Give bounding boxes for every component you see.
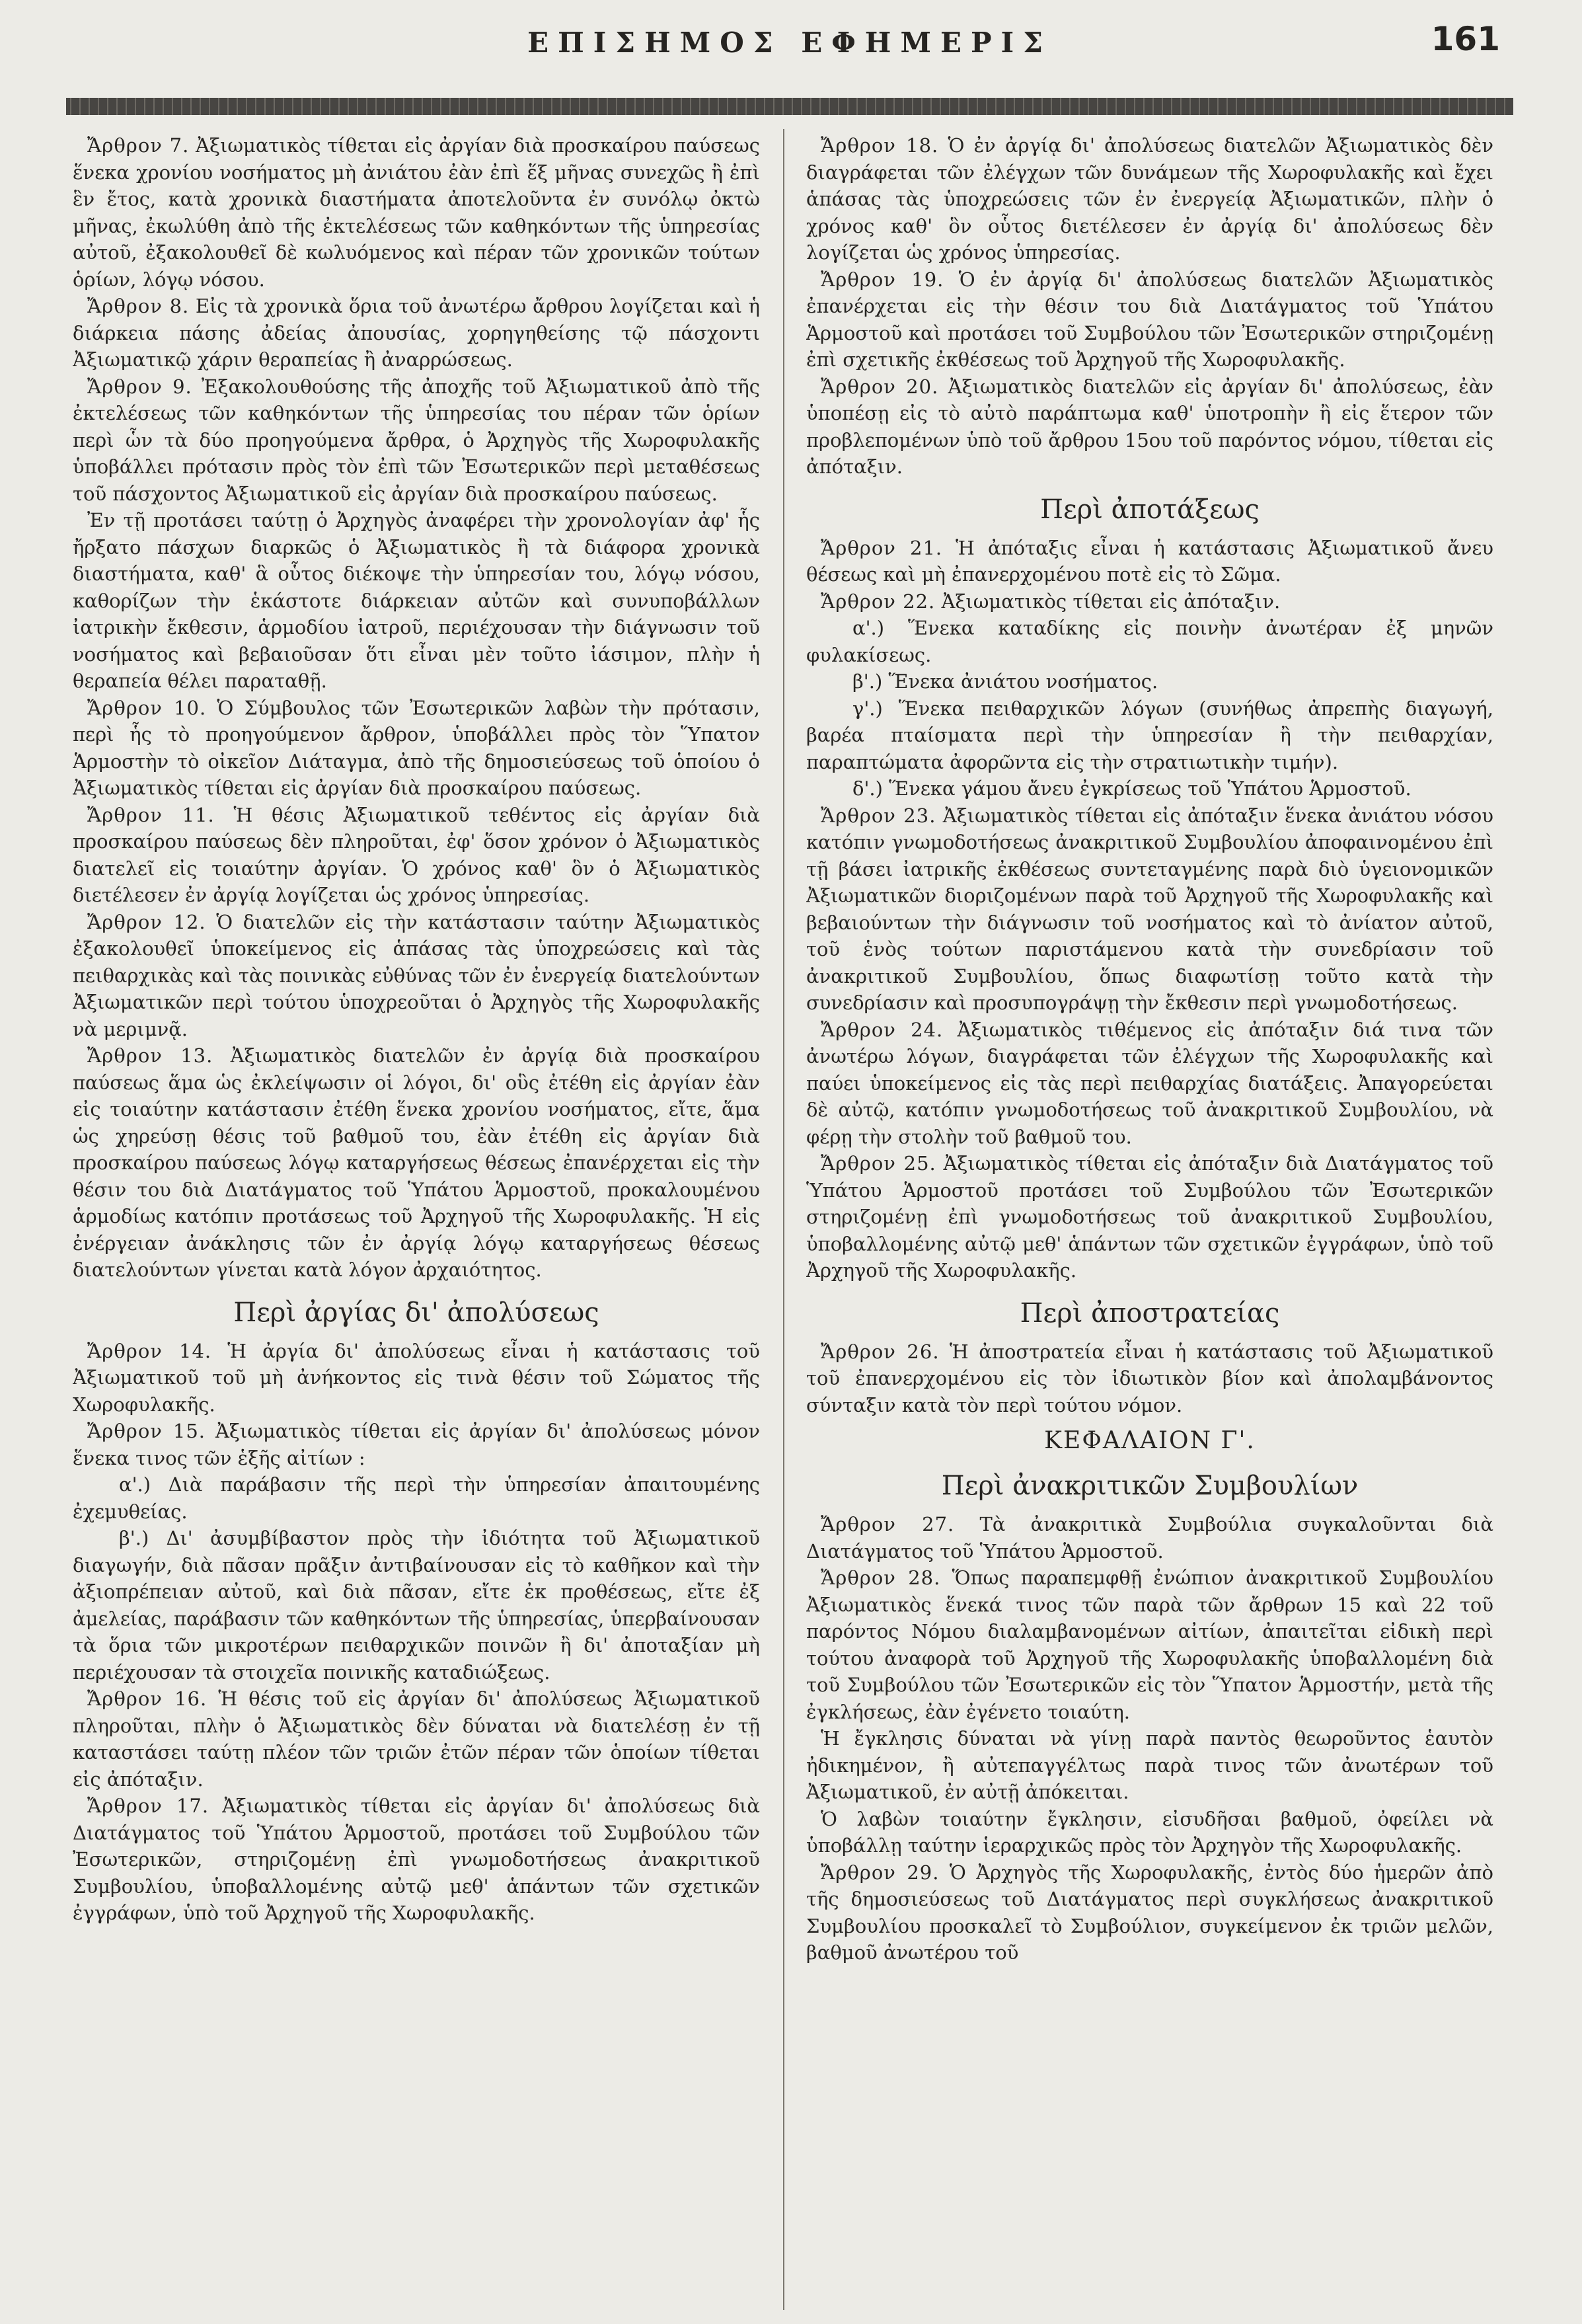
article-text: Ὁ Ἀρχηγὸς τῆς Χωροφυλακῆς, ἐντὸς δύο ἡμερῶν ἀπὸ τῆς δημοσιεύσεως τοῦ Διατάγματος περὶ συγκλήσεως ἀνακριτικοῦ Συμβουλίου προσκαλεῖ τὸ Συμβούλιον, συγκείμενον ἐκ τριῶν μελῶν, βαθμοῦ ἀνωτέρου τοῦ	[806, 1861, 1493, 1964]
article-text: Ἀξιωματικὸς τιθέμενος εἰς ἀπόταξιν διά τινα τῶν ἀνωτέρω λόγων, διαγράφεται τῶν ἐλέγχων τῆς Χωροφυλακῆς καὶ παύει ὑποκείμενος εἰς τὰς περὶ πειθαρχίας διατάξεις. Ἀπαγορεύεται δὲ αὐτῷ, κατόπιν γνωμοδοτήσεως τοῦ ἀνακριτικοῦ Συμβουλίου, νὰ φέρῃ τὴν στολὴν τοῦ βαθμοῦ του.	[806, 1018, 1493, 1148]
article-paragraph	[73, 1793, 760, 1927]
article-text: Ὁ διατελῶν εἰς τὴν κατάστασιν ταύτην Ἀξιωματικὸς ἐξακολουθεῖ ὑποκείμενος εἰς ἁπάσας τὰς ὑποχρεώσεις καὶ τὰς πειθαρχικὰς καὶ τὰς ποινικὰς εὐθύνας τῶν ἐν ἐνεργείᾳ διατελούντων Ἀξιωματικῶν περὶ τούτου ὑποχρεοῦται ὁ Ἀρχηγὸς τῆς Χωροφυλακῆς νὰ μεριμνᾷ.	[73, 910, 760, 1040]
article-paragraph	[73, 507, 760, 695]
article-number: Ἄρθρον 27.	[821, 1513, 955, 1535]
article-paragraph	[73, 1418, 760, 1471]
article-paragraph	[806, 1511, 1493, 1565]
article-text: Ἀξιωματικὸς διατελῶν ἐν ἀργίᾳ διὰ προσκαίρου παύσεως ἅμα ὡς ἐκλείψωσιν οἱ λόγοι, δι' οὓς ἐτέθη εἰς ἀργίαν ἐὰν εἰς τοιαύτην κατάστασιν ἐτέθη ἕνεκα χρονίου νοσήματος, εἴτε, ἅμα ὡς χηρεύσῃ θέσις τοῦ βαθμοῦ του, ἐὰν ἐτέθη εἰς ἀργίαν διὰ προσκαίρου παύσεως λόγῳ καταργήσεως θέσεως ἐπανέρχεται εἰς τὴν θέσιν του διὰ Διατάγματος τοῦ Ὑπάτου Ἁρμοστοῦ, προκαλουμένου ἁρμοδίως κατόπιν προτάσεως τοῦ Ἀρχηγοῦ τῆς Χωροφυλακῆς. Ἡ εἰς ἐνέργειαν ἀνάκλησις τῶν ἐν ἀργίᾳ λόγῳ καταργήσεως θέσεως διατελούντων γίνεται κατὰ λόγον ἀρχαιότητος.	[73, 1044, 760, 1281]
article-paragraph	[73, 909, 760, 1043]
right-column	[806, 132, 1493, 2307]
article-text: Ἀξιωματικὸς τίθεται εἰς ἀργίαν δι' ἀπολύσεως μόνον ἕνεκα τινος τῶν ἑξῆς αἰτίων :	[73, 1420, 760, 1469]
article-number: Ἄρθρον 17.	[87, 1795, 209, 1817]
article-number: Ἄρθρον 14.	[87, 1339, 212, 1362]
article-number: Ἄρθρον 7.	[87, 134, 190, 157]
article-number: Ἄρθρον 23.	[821, 804, 936, 827]
article-text: Ἐξακολουθούσης τῆς ἀποχῆς τοῦ Ἀξιωματικοῦ ἀπὸ τῆς ἐκτελέσεως τῶν καθηκόντων τῆς ὑπηρεσίας του πέραν τῶν ὁρίων περὶ ὧν τὰ δύο προηγούμενα ἄρθρα, ὁ Ἀρχηγὸς τῆς Χωροφυλακῆς ὑποβάλλει πρότασιν πρὸς τὸν ἐπὶ τῶν Ἐσωτερικῶν περὶ μεταθέσεως τοῦ πάσχοντος Ἀξιωματικοῦ εἰς ἀργίαν διὰ προσκαίρου παύσεως.	[73, 375, 760, 505]
article-number: Ἄρθρον 20.	[821, 375, 939, 398]
section-heading: Περὶ ἀποτάξεως	[1040, 494, 1260, 525]
article-paragraph	[73, 373, 760, 508]
article-number: Ἄρθρον 15.	[87, 1420, 206, 1442]
article-paragraph	[73, 1685, 760, 1793]
article-text: Ἡ θέσις τοῦ εἰς ἀργίαν δι' ἀπολύσεως Ἀξιωματικοῦ πληροῦται, πλὴν ὁ Ἀξιωματικὸς δὲν δύναται νὰ διατελέσῃ ἐν τῇ καταστάσει ταύτῃ πλέον τῶν τριῶν ἐτῶν πέραν τῶν ὁποίων τίθεται εἰς ἀπόταξιν.	[73, 1687, 760, 1791]
article-paragraph	[806, 1859, 1493, 1966]
article-number: Ἄρθρον 21.	[821, 536, 943, 559]
article-number: Ἄρθρον 22.	[821, 590, 936, 613]
article-text: Ἀξιωματικὸς τίθεται εἰς ἀργίαν δι' ἀπολύσεως διὰ Διατάγματος τοῦ Ὑπάτου Ἁρμοστοῦ, προτάσει τοῦ Συμβούλου τῶν Ἐσωτερικῶν, στηριζομένῃ ἐπὶ γνωμοδοτήσεως ἀνακριτικοῦ Συμβουλίου, ὑποβαλλομένης αὐτῷ μεθ' ἁπάντων τῶν σχετικῶν ἐγγράφων, ὑπὸ τοῦ Ἀρχηγοῦ τῆς Χωροφυλακῆς.	[73, 1795, 760, 1924]
article-text: Ὁ ἐν ἀργίᾳ δι' ἀπολύσεως διατελῶν Ἀξιωματικὸς ἐπανέρχεται εἰς τὴν θέσιν του διὰ Διατάγματος τοῦ Ὑπάτου Ἁρμοστοῦ καὶ προτάσει τοῦ Συμβούλου τῶν Ἐσωτερικῶν στηριζομένῃ ἐπὶ σχετικῆς ἐκθέσεως τοῦ Ἀρχηγοῦ τῆς Χωροφυλακῆς.	[806, 268, 1493, 371]
article-text: Ἡ ἀργία δι' ἀπολύσεως εἶναι ἡ κατάστασις τοῦ Ἀξιωματικοῦ τοῦ μὴ ἀνήκοντος εἰς τινὰ θέσιν τοῦ Σώματος τῆς Χωροφυλακῆς.	[73, 1339, 760, 1416]
article-text: Ἡ ἀποστρατεία εἶναι ἡ κατάστασις τοῦ Ἀξιωματικοῦ τοῦ ἐπανερχομένου εἰς τὸν ἰδιωτικὸν βίον καὶ ἀπολαμβάνοντος σύνταξιν κατὰ τὸν περὶ τούτου νόμον.	[806, 1340, 1493, 1416]
article-text: Ὁ ἐν ἀργίᾳ δι' ἀπολύσεως διατελῶν Ἀξιωματικὸς δὲν διαγράφεται τῶν ἐλέγχων τῶν δυνάμεων τῆς Χωροφυλακῆς καὶ ἔχει ἁπάσας τὰς ὑποχρεώσεις τῶν ἐν ἐνεργείᾳ Ἀξιωματικῶν, πλὴν ὁ χρόνος καθ' ὃν οὗτος διετέλεσεν ἐν ἀργίᾳ δι' ἀπολύσεως δὲν λογίζεται ὡς χρόνος ὑπηρεσίας.	[806, 134, 1493, 264]
article-number: Ἄρθρον 13.	[87, 1044, 213, 1067]
list-item: α'.) Ἕνεκα καταδίκης εἰς ποινὴν ἀνωτέραν ἐξ μηνῶν φυλακίσεως.	[806, 617, 1493, 666]
article-paragraph	[806, 132, 1493, 266]
article-number: Ἄρθρον 24.	[821, 1018, 944, 1041]
article-number: Ἄρθρον 10.	[87, 696, 207, 719]
article-text: Ἐν τῇ προτάσει ταύτῃ ὁ Ἀρχηγὸς ἀναφέρει τὴν χρονολογίαν ἀφ' ἧς ἤρξατο πάσχων διαρκῶς ὁ Ἀξιωματικὸς ἢ τὰ διάφορα χρονικὰ διαστήματα, καθ' ἃ οὗτος διέκοψε τὴν ὑπηρεσίαν του, λόγῳ νόσου, καθορίζων τὴν ἑκάστοτε διάρκειαν αὐτῶν καὶ συνυποβάλλων ἰατρικὴν ἔκθεσιν, ἁρμοδίου ἰατροῦ, περιέχουσαν τὴν διάγνωσιν τοῦ νοσήματος καὶ βεβαιοῦσαν ὅτι εἶναι μὲν τοῦτο ἰάσιμον, πλὴν ἡ θεραπεία θέλει παραταθῇ.	[73, 509, 760, 692]
article-paragraph	[806, 535, 1493, 588]
article-number: Ἄρθρον 18.	[821, 134, 939, 157]
article-text: Ἀξιωματικὸς τίθεται εἰς ἀργίαν διὰ προσκαίρου παύσεως ἕνεκα χρονίου νοσήματος μὴ ἀνιάτου ἐὰν ἐπὶ ἕξ μῆνας συνεχῶς ἢ ἐπὶ ἓν ἔτος, κατὰ χρονικὰ διαστήματα ἀποτελοῦντα ἐν συνόλῳ ὀκτὼ μῆνας, ἐκωλύθη ἀπὸ τῆς ἐκτελέσεως τῶν καθηκόντων τῆς ὑπηρεσίας αὐτοῦ, ἐξακολουθεῖ δὲ κωλυόμενος καὶ πέραν τῶν χρονικῶν τούτων ὁρίων, λόγῳ νόσου.	[73, 134, 760, 291]
list-item: β'.) Ἕνεκα ἀνιάτου νοσήματος.	[852, 670, 1158, 693]
article-paragraph	[73, 802, 760, 909]
article-paragraph	[806, 802, 1493, 1017]
article-text: Ἡ ἔγκλησις δύναται νὰ γίνῃ παρὰ παντὸς θεωροῦντος ἑαυτὸν ἠδικημένον, ἢ αὐτεπαγγέλτως παρὰ τινος τῶν ἀνωτέρων τοῦ Ἀξιωματικοῦ, ἐν αὐτῇ ἀπόκειται.	[806, 1727, 1493, 1803]
article-paragraph	[73, 132, 760, 293]
article-paragraph	[73, 293, 760, 373]
article-text: Ἀξιωματικὸς τίθεται εἰς ἀπόταξιν διὰ Διατάγματος τοῦ Ὑπάτου Ἁρμοστοῦ προτάσει τοῦ Συμβούλου τῶν Ἐσωτερικῶν στηριζομένῃ ἐπὶ γνωμοδοτήσεως τοῦ ἀνακριτικοῦ Συμβουλίου, ὑποβαλλομένης αὐτῷ μεθ' ἁπάντων τῶν σχετικῶν ἐγγράφων, ὑπὸ τοῦ Ἀρχηγοῦ τῆς Χωροφυλακῆς.	[806, 1152, 1493, 1282]
article-text: Ἡ θέσις Ἀξιωματικοῦ τεθέντος εἰς ἀργίαν διὰ προσκαίρου παύσεως δὲν πληροῦται, ἐφ' ὅσον χρόνον ὁ Ἀξιωματικὸς διατελεῖ εἰς τοιαύτην ἀργίαν. Ὁ χρόνος καθ' ὃν ὁ Ἀξιωματικὸς διετέλεσεν ἐν ἀργίᾳ λογίζεται ὡς χρόνος ὑπηρεσίας.	[73, 803, 760, 906]
article-text: Ὅπως παραπεμφθῇ ἐνώπιον ἀνακριτικοῦ Συμβουλίου Ἀξιωματικὸς ἕνεκά τινος τῶν παρὰ τῶν ἄρθρων 15 καὶ 22 τοῦ παρόντος Νόμου διαλαμβανομένων αἰτίων, ἀπαιτεῖται εἰδικὴ περὶ τούτου ἀναφορὰ τοῦ Ἀρχηγοῦ τῆς Χωροφυλακῆς ὑποβαλλομένη διὰ τοῦ Συμβούλου τῶν Ἐσωτερικῶν εἰς τὸν Ὕπατον Ἁρμοστήν, μετὰ τῆς ἐγκλήσεως, ἐὰν ἐγένετο τοιαύτη.	[806, 1567, 1493, 1723]
header-rule	[66, 98, 1513, 115]
article-paragraph	[806, 1806, 1493, 1859]
article-text: Ἀξιωματικὸς τίθεται εἰς ἀπόταξιν ἕνεκα ἀνιάτου νόσου κατόπιν γνωμοδοτήσεως ἀνακριτικοῦ Συμβουλίου ἀποφαινομένου ἐπὶ τῇ βάσει ἰατρικῆς ἐκθέσεως συντεταγμένης παρὰ διὸ ὑγειονομικῶν Ἀξιωματικῶν διοριζομένων παρὰ τοῦ Ἀρχηγοῦ τῆς Χωροφυλακῆς καὶ βεβαιούντων τὴν διάγνωσιν τοῦ νοσήματος καὶ τὸ ἀνίατον αὐτοῦ, τοῦ ἑνὸς τούτων παριστάμενου κατὰ τὴν συνεδρίασιν τοῦ ἀνακριτικοῦ Συμβουλίου, ὅπως διαφωτίσῃ τοῦτο κατὰ τὴν συνεδρίασιν καὶ προσυπογράψῃ τὴν ἔκθεσιν περὶ γνωμοδοτήσεως.	[806, 804, 1493, 1014]
article-number: Ἄρθρον 28.	[821, 1567, 941, 1589]
page-header	[66, 20, 1513, 99]
article-text: Εἰς τὰ χρονικὰ ὅρια τοῦ ἀνωτέρω ἄρθρου λογίζεται καὶ ἡ διάρκεια πάσης ἀδείας ἀπουσίας, χορηγηθείσης τῷ πάσχοντι Ἀξιωματικῷ χάριν θεραπείας ἢ ἀναρρώσεως.	[73, 295, 760, 371]
article-text: Ἀξιωματικὸς τίθεται εἰς ἀπόταξιν.	[941, 590, 1281, 613]
column-divider	[783, 129, 784, 2310]
article-number: Ἄρθρον 19.	[821, 268, 944, 291]
article-number: Ἄρθρον 26.	[821, 1340, 940, 1363]
list-item: α'.) Διὰ παράβασιν τῆς περὶ τὴν ὑπηρεσίαν ἀπαιτουμένης ἐχεμυθείας.	[73, 1473, 760, 1523]
chapter-heading: ΚΕΦΑΛΑΙΟΝ Γ'.	[1044, 1427, 1256, 1454]
section-heading: Περὶ ἀνακριτικῶν Συμβουλίων	[941, 1471, 1359, 1501]
article-paragraph	[806, 266, 1493, 373]
article-paragraph	[806, 1725, 1493, 1806]
article-text: Τὰ ἀνακριτικὰ Συμβούλια συγκαλοῦνται διὰ Διατάγματος τοῦ Ὑπάτου Ἁρμοστοῦ.	[806, 1513, 1493, 1563]
article-paragraph	[73, 1042, 760, 1284]
article-number: Ἄρθρον 16.	[87, 1687, 207, 1710]
article-number: Ἄρθρον 8.	[87, 295, 190, 317]
list-item: β'.) Δι' ἀσυμβίβαστον πρὸς τὴν ἰδιότητα τοῦ Ἀξιωματικοῦ διαγωγήν, διὰ πᾶσαν πρᾶξιν ἀντιβαίνουσαν εἰς τὸ καθῆκον καὶ τὴν ἀξιοπρέπειαν αὐτοῦ, καὶ διὰ πᾶσαν, εἴτε ἐκ προθέσεως, εἴτε ἐξ ἀμελείας, παράβασιν τῶν καθηκόντων τῆς ὑπηρεσίας, ὑπερβαίνουσαν τὰ ὅρια τῶν μικροτέρων πειθαρχικῶν ποινῶν ἢ δι' ἀποταξίαν μὴ περιέχουσαν τὰ στοιχεῖα ποινικῆς καταδιώξεως.	[73, 1527, 760, 1684]
article-number: Ἄρθρον 12.	[87, 910, 206, 933]
article-paragraph	[806, 1338, 1493, 1419]
article-paragraph	[73, 695, 760, 802]
article-text: Ἀξιωματικὸς διατελῶν εἰς ἀργίαν δι' ἀπολύσεως, ἐὰν ὑποπέσῃ εἰς τὸ αὐτὸ παράπτωμα καθ' ὑποτροπὴν ἢ εἰς ἕτερον τῶν προβλεπομένων ὑπὸ τοῦ ἄρθρου 15ου τοῦ παρόντος νόμου, τίθεται εἰς ἀπόταξιν.	[806, 375, 1493, 478]
article-number: Ἄρθρον 9.	[87, 375, 192, 398]
article-number: Ἄρθρον 11.	[87, 803, 215, 826]
article-number: Ἄρθρον 25.	[821, 1152, 936, 1175]
article-paragraph	[806, 1565, 1493, 1725]
list-item: δ'.) Ἕνεκα γάμου ἄνευ ἐγκρίσεως τοῦ Ὑπάτου Ἁρμοστοῦ.	[852, 777, 1412, 800]
article-number: Ἄρθρον 29.	[821, 1861, 940, 1884]
article-paragraph	[806, 588, 1493, 615]
article-text: Ὁ Σύμβουλος τῶν Ἐσωτερικῶν λαβὼν τὴν πρότασιν, περὶ ἧς τὸ προηγούμενον ἄρθρον, ὑποβάλλει πρὸς τὸν Ὕπατον Ἁρμοστὴν τὸ οἰκεῖον Διάταγμα, ἀπὸ τῆς δημοσιεύσεως τοῦ ὁποίου ὁ Ἀξιωματικὸς τίθεται εἰς ἀργίαν διὰ προσκαίρου παύσεως.	[73, 696, 760, 799]
page-number: 161	[1431, 20, 1500, 58]
list-item: γ'.) Ἕνεκα πειθαρχικῶν λόγων (συνήθως ἀπρεπὴς διαγωγή, βαρέα πταίσματα περὶ τὴν ὑπηρεσίαν ἢ τὴν πειθαρχίαν, παραπτώματα ἀφορῶντα εἰς τὴν στρατιωτικὴν τιμήν).	[806, 697, 1493, 773]
section-heading: Περὶ ἀποστρατείας	[1020, 1298, 1280, 1329]
left-column	[73, 132, 760, 2307]
article-paragraph	[806, 1017, 1493, 1151]
article-text: Ὁ λαβὼν τοιαύτην ἔγκλησιν, εἰσυδῆσαι βαθμοῦ, ὀφείλει νὰ ὑποβάλλῃ ταύτην ἱεραρχικῶς πρὸς τὸν Ἀρχηγὸν τῆς Χωροφυλακῆς.	[806, 1807, 1493, 1857]
article-paragraph	[806, 373, 1493, 481]
newspaper-title: ΕΠΙΣΗΜΟΣ ΕΦΗΜΕΡΙΣ	[527, 26, 1052, 59]
article-paragraph	[806, 1150, 1493, 1284]
article-text: Ἡ ἀπόταξις εἶναι ἡ κατάστασις Ἀξιωματικοῦ ἄνευ θέσεως καὶ μὴ ἐπανερχομένου ποτὲ εἰς τὸ Σῶμα.	[806, 536, 1493, 586]
section-heading: Περὶ ἀργίας δι' ἀπολύσεως	[233, 1297, 599, 1328]
article-paragraph	[73, 1338, 760, 1418]
